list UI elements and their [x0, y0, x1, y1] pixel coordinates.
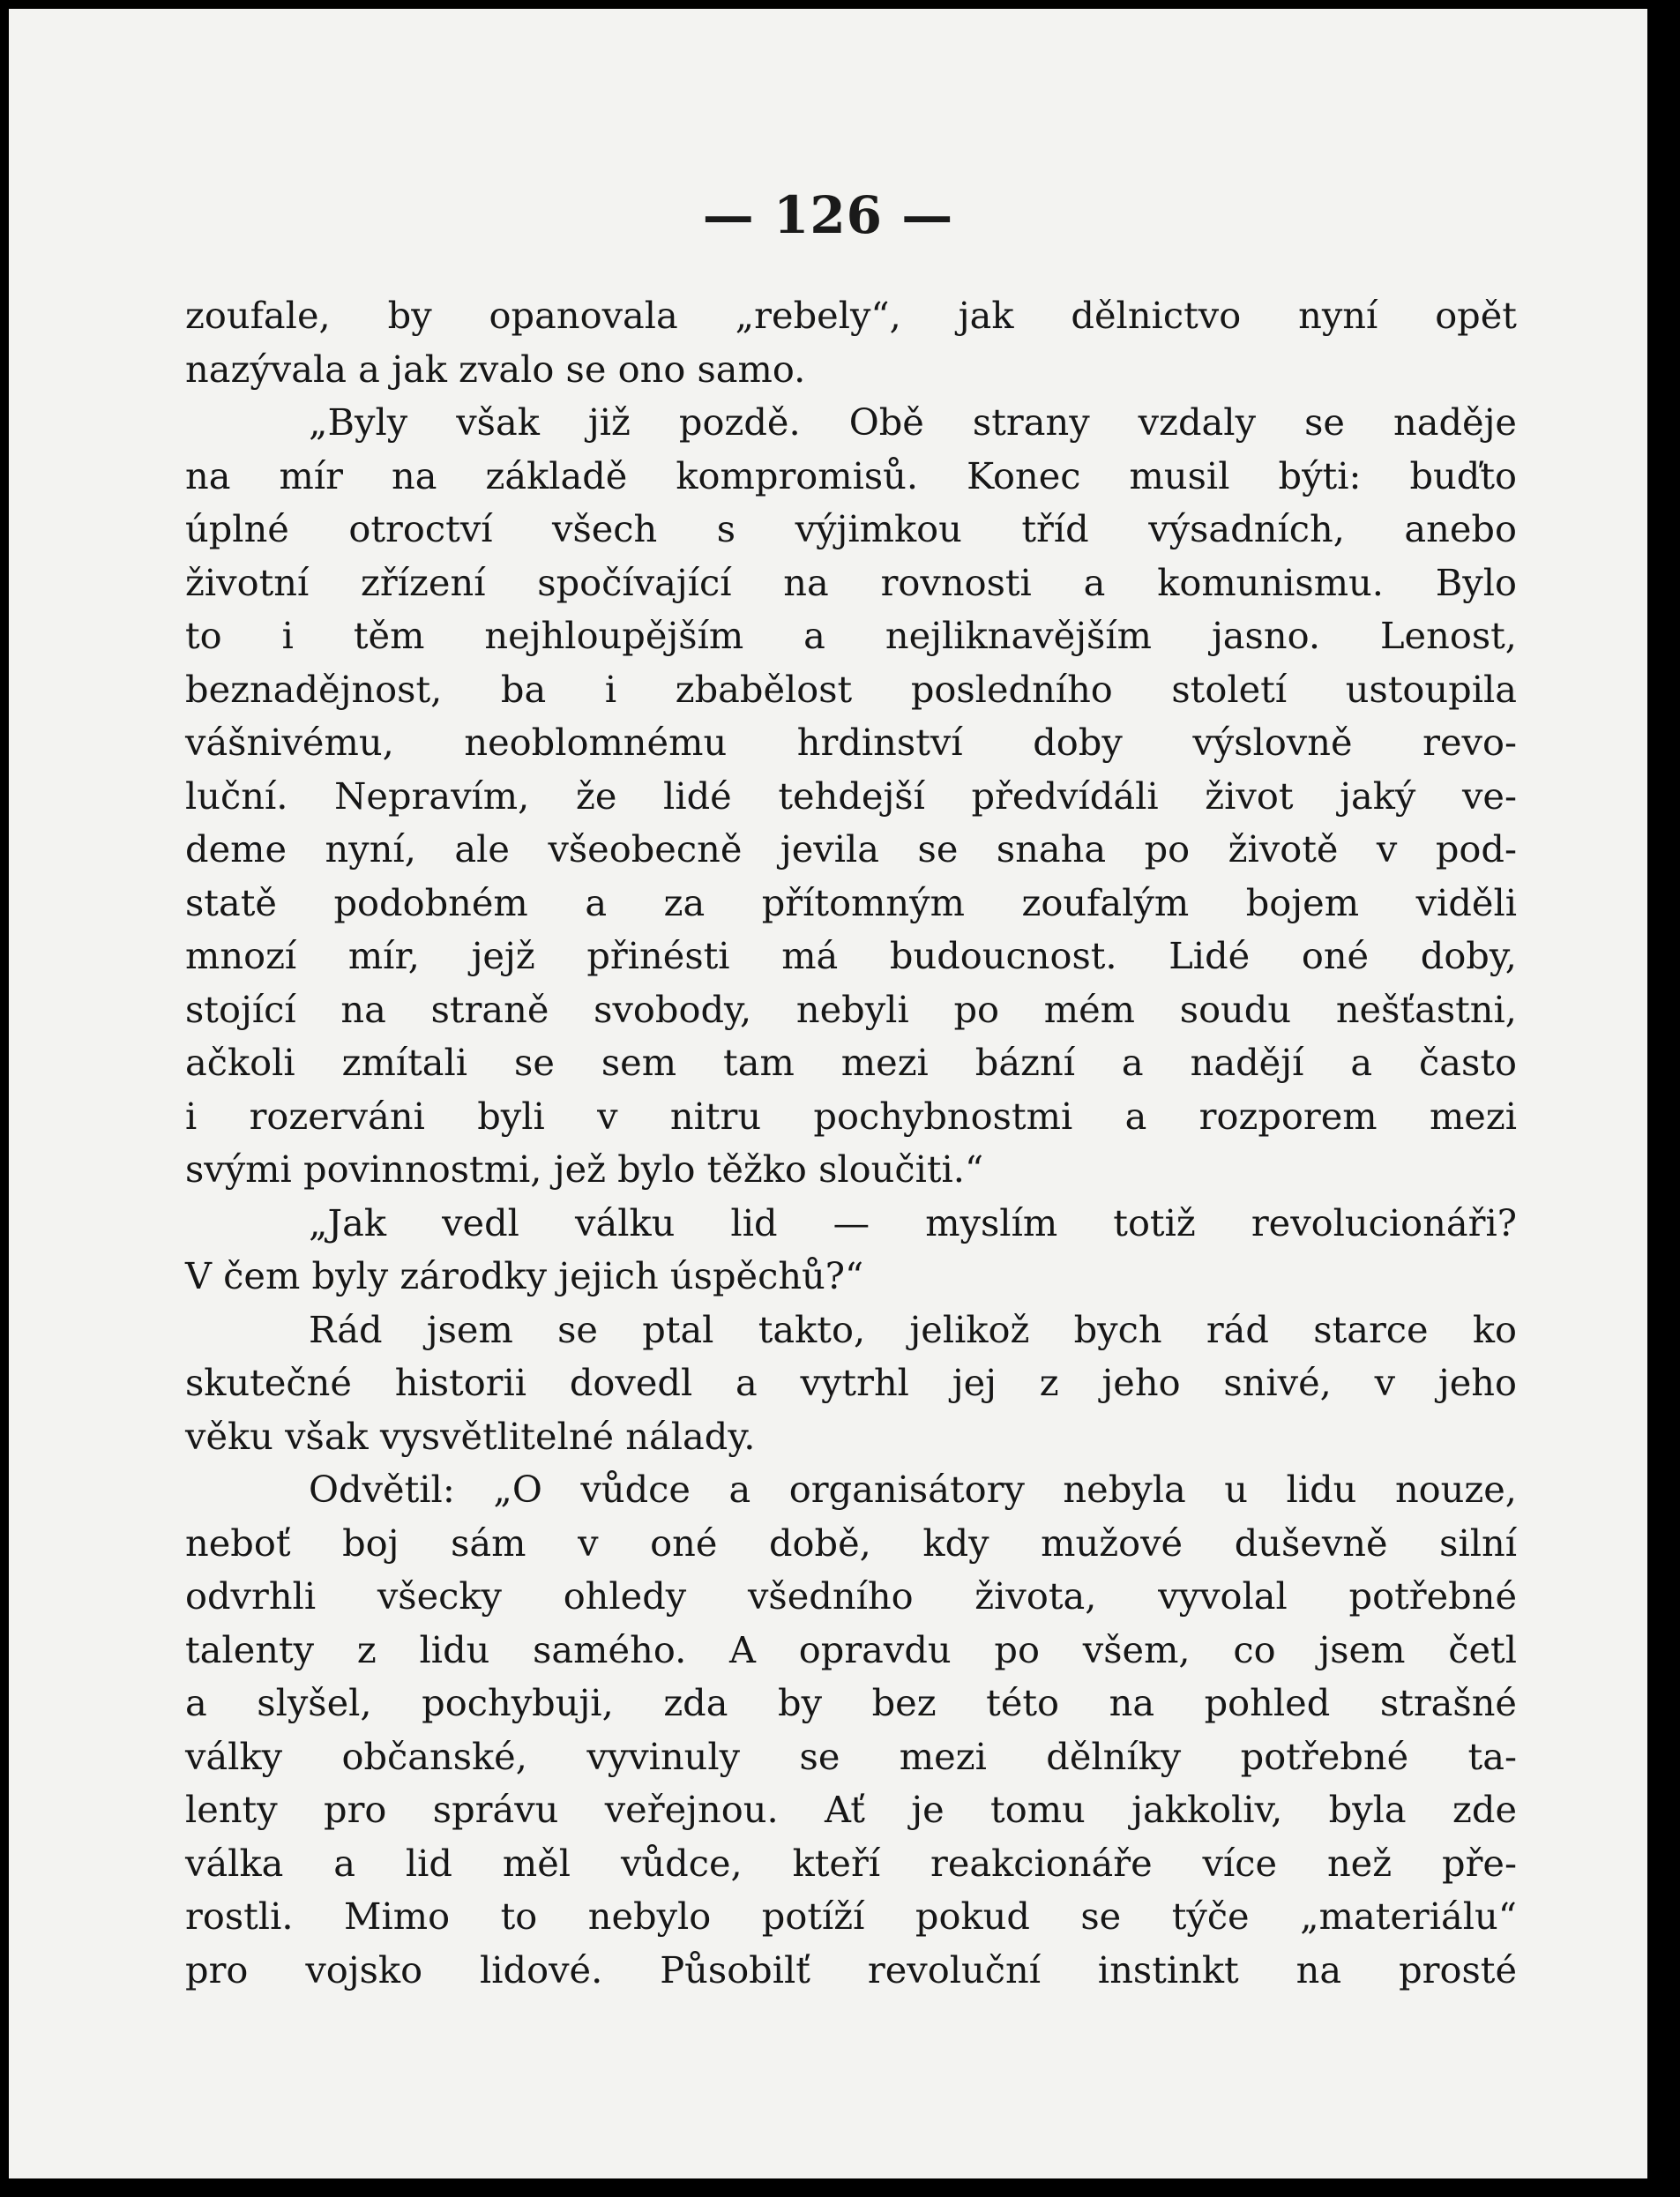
- text-line: to i těm nejhloupějším a nejliknavějším jasno. Lenost,: [185, 614, 1517, 657]
- text-line: lenty pro správu veřejnou. Ať je tomu jakkoliv, byla zde: [185, 1788, 1517, 1831]
- text-line: válka a lid měl vůdce, kteří reakcionáře více než pře-: [185, 1841, 1517, 1885]
- page-number: — 126 —: [702, 185, 954, 245]
- text-line: mnozí mír, jejž přinésti má budoucnost. Lidé oné doby,: [185, 934, 1517, 977]
- text-line: svými povinnostmi, jež bylo těžko sloučiti.“: [185, 1147, 984, 1191]
- text-line: rostli. Mimo to nebylo potíží pokud se týče „materiálu“: [185, 1894, 1517, 1938]
- text-line: vášnivému, neoblomnému hrdinství doby výslovně revo-: [185, 721, 1517, 764]
- text-line: V čem byly zárodky jejich úspěchů?“: [185, 1254, 864, 1297]
- text-line: talenty z lidu samého. A opravdu po všem, co jsem četl: [185, 1627, 1517, 1671]
- text-line: životní zřízení spočívající na rovnosti a komunismu. Bylo: [185, 560, 1517, 604]
- text-line: zoufale, by opanovala „rebely“, jak dělnictvo nyní opět: [185, 294, 1517, 337]
- text-line: beznadějnost, ba i zbabělost posledního století ustoupila: [185, 667, 1517, 711]
- text-line: války občanské, vyvinuly se mezi dělníky potřebné ta-: [185, 1734, 1517, 1778]
- body-text: [185, 289, 1517, 1997]
- text-line: stojící na straně svobody, nebyli po mém soudu nešťastni,: [185, 987, 1517, 1031]
- text-line: a slyšel, pochybuji, zda by bez této na pohled strašné: [185, 1681, 1517, 1724]
- text-line: odvrhli všecky ohledy všedního života, vyvolal potřebné: [185, 1574, 1517, 1618]
- text-line: i rozerváni byli v nitru pochybnostmi a rozporem mezi: [185, 1094, 1517, 1138]
- text-line: ačkoli zmítali se sem tam mezi bázní a nadějí a často: [185, 1041, 1517, 1084]
- text-line: deme nyní, ale všeobecně jevila se snaha po životě v pod-: [185, 827, 1517, 871]
- book-page: [9, 9, 1647, 2178]
- text-line: skutečné historii dovedl a vytrhl jej z jeho snivé, v jeho: [185, 1361, 1517, 1404]
- text-line: Rád jsem se ptal takto, jelikož bych rád starce ko: [309, 1307, 1517, 1351]
- text-line: luční. Nepravím, že lidé tehdejší předvídáli život jaký ve-: [185, 773, 1517, 818]
- text-line: „Jak vedl válku lid — myslím totiž revolucionáři?: [309, 1200, 1517, 1244]
- text-line: úplné otroctví všech s výjimkou tříd výsadních, anebo: [185, 507, 1517, 550]
- text-line: nazývala a jak zvalo se ono samo.: [185, 347, 806, 391]
- text-line: pro vojsko lidové. Působilť revoluční instinkt na prosté: [185, 1947, 1517, 1991]
- text-line: na mír na základě kompromisů. Konec musil býti: buďto: [185, 453, 1517, 497]
- text-line: statě podobném a za přítomným zoufalým bojem viděli: [185, 880, 1517, 924]
- text-line: věku však vysvětlitelné nálady.: [185, 1414, 756, 1458]
- text-line: Odvětil: „O vůdce a organisátory nebyla u lidu nouze,: [309, 1468, 1517, 1511]
- text-line: neboť boj sám v oné době, kdy mužové duševně silní: [185, 1521, 1517, 1565]
- text-line: „Byly však již pozdě. Obě strany vzdaly se naděje: [309, 400, 1517, 444]
